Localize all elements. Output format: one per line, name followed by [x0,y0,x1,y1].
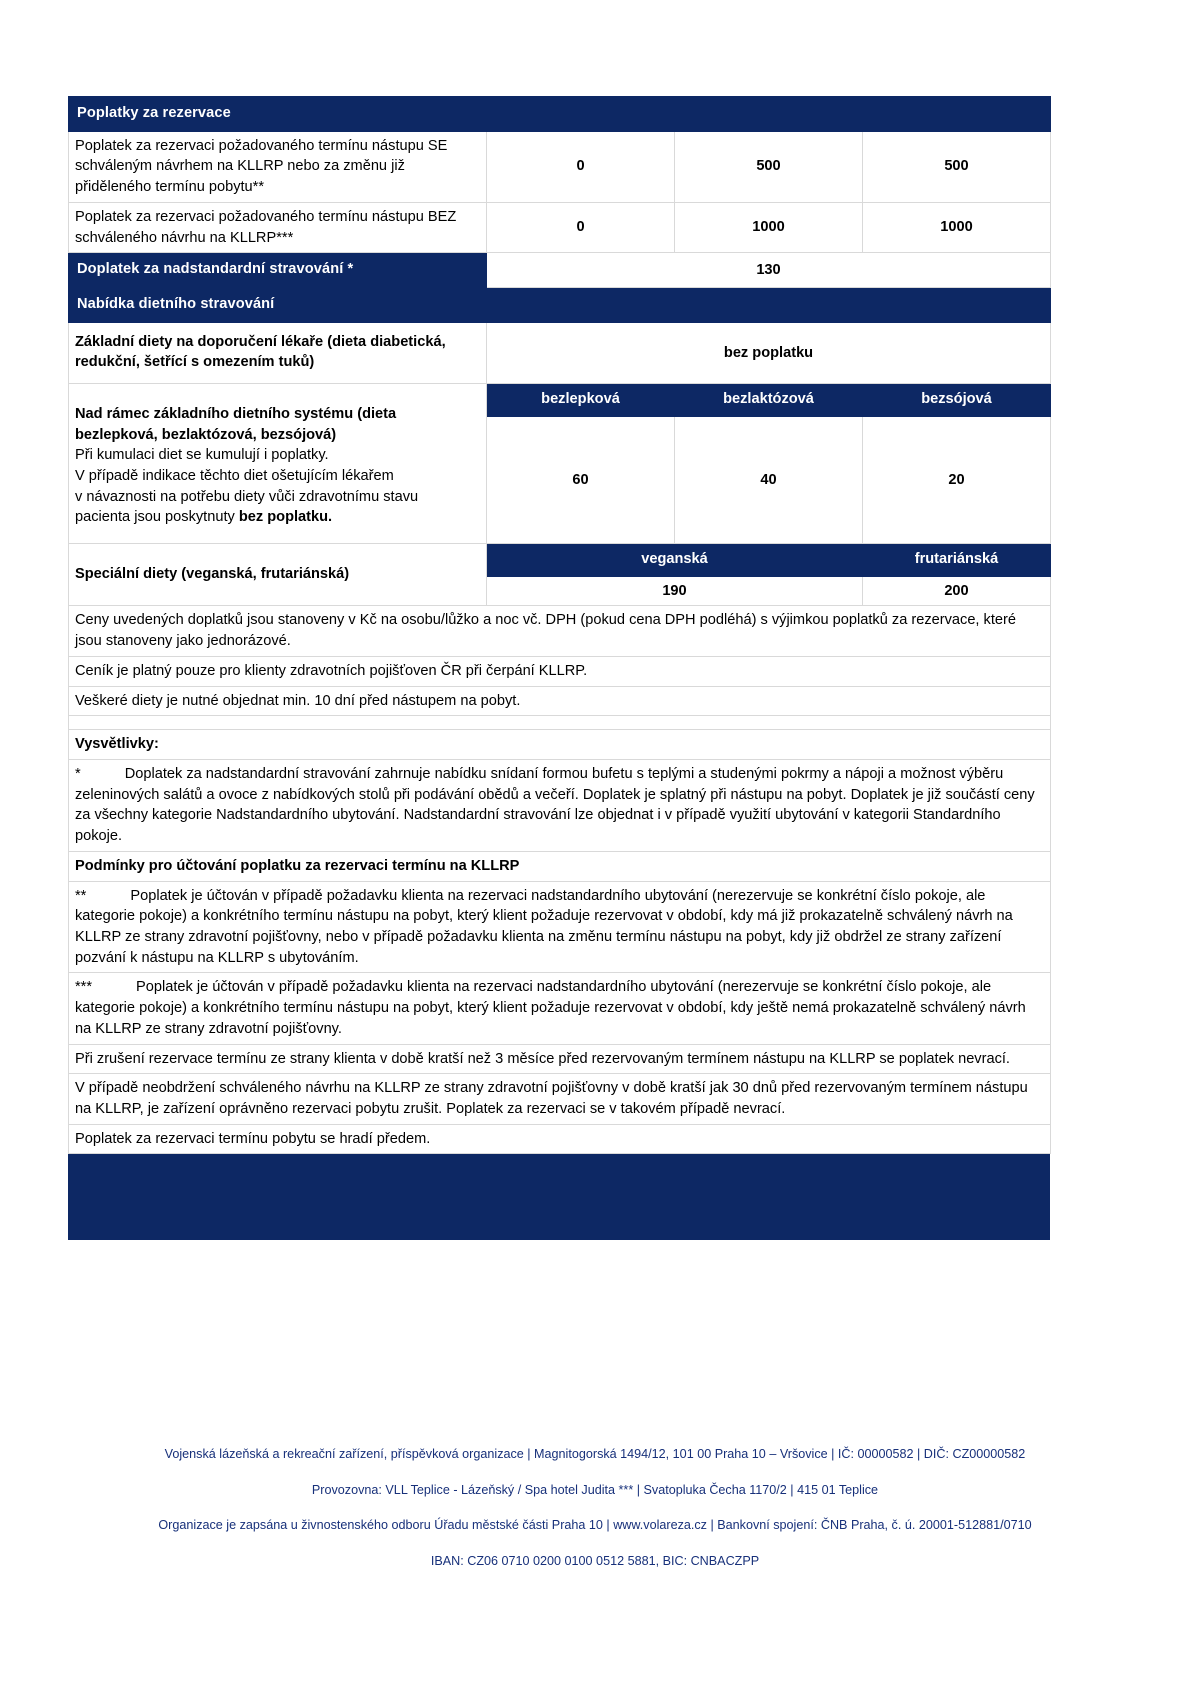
extended-diets-label-line-1: Při kumulaci diet se kumulují i poplatky. [75,447,329,464]
section-title-diet-offer: Nabídka dietního stravování [69,288,1051,323]
note-row-spacer [69,716,1051,730]
note-row-prepayment [69,1124,1051,1154]
note-row-conditions-title [69,851,1051,881]
special-diets-label: Speciální diety (veganská, frutariánská) [69,543,487,605]
footer-line-iban: IBAN: CZ06 0710 0200 0100 0512 5881, BIC: CNBACZPP [430,1553,760,1568]
note-triple-asterisk [69,973,1051,1044]
row-value: 1000 [675,202,863,252]
row-value: 500 [675,131,863,202]
table-row-surcharge [69,253,1051,288]
note-row-validity [69,656,1051,686]
triple-asterisk-text: Poplatek je účtován v případě požadavku klienta na rezervaci nadstandardního ubytování (nerezervuje se konkrétní číslo pokoje, ale kategorie pokoje) a konkrétního termínu nástupu na pobyt, který klient požaduje rezervovat v období, kdy ještě nemá prokazatelně schválený návrh na KLLRP ze strany zdravotní pojišťovny. [75,979,1026,1037]
note-cancellation: Při zrušení rezervace termínu ze strany klienta v době kratší než 3 měsíce před rezervovaným termínem nástupu na KLLRP se poplatek nevrací. [69,1044,1051,1074]
note-row-price [69,606,1051,656]
footer-line-branch: Provozovna: VLL Teplice - Lázeňský / Spa hotel Judita *** | Svatopluka Čecha 1170/2 | 415 01 Teplice [311,1482,879,1497]
note-order: Veškeré diety je nutné objednat min. 10 dní před nástupem na pobyt. [69,686,1051,716]
table-row-special-diets-header [69,543,1051,576]
triple-asterisk-marker: *** [75,979,93,996]
row-value: 500 [863,131,1051,202]
extended-diets-label-last-bold: bez poplatku. [238,509,333,526]
note-validity: Ceník je platný pouze pro klienty zdravotních pojišťoven ČR při čerpání KLLRP. [69,656,1051,686]
basic-diets-label: Základní diety na doporučení lékaře (dieta diabetická, redukční, šetřící s omezením tuků) [69,322,487,383]
note-row-triple-asterisk [69,973,1051,1044]
section-header-diet-offer [69,288,1051,323]
double-asterisk-marker: ** [75,887,87,904]
extended-diets-label-bold: Nad rámec základního dietního systému (dieta bezlepková, bezlaktózová, bezsójová) [75,405,397,443]
surcharge-label: Doplatek za nadstandardní stravování * [69,253,487,288]
basic-diets-value: bez poplatku [487,322,1051,383]
note-row-order [69,686,1051,716]
note-row-cancellation [69,1044,1051,1074]
footer-line-registration: Organizace je zapsána u živnostenského odboru Úřadu městské části Praha 10 | www.volareza.cz | Bankovní spojení: ČNB Praha, č. ú. 20001-512881/0710 [158,1518,1032,1533]
note-row-legend-title [69,730,1051,760]
asterisk-text: Doplatek za nadstandardní stravování zahrnuje nabídku snídaní formou bufetu s teplými a studenými pokrmy a nápoji a možnost výběru zeleninových salátů a ovoce z nabídkových stolů při podávání obědů a večeří. Doplatek je splatný při nástupu na pobyt. Doplatek je již součástí ceny za všechny kategorie Nadstandardního ubytování. Nadstandardní stravování lze objednat i v případě využití ubytování v kategorii Standardního pokoje. [75,765,1035,845]
table-row [69,202,1051,252]
special-diet-column-header: frutariánská [863,543,1051,576]
conditions-title: Podmínky pro účtování poplatku za rezervaci termínu na KLLRP [69,851,1051,881]
note-double-asterisk [69,881,1051,973]
legend-title: Vysvětlivky: [69,730,1051,760]
diet-value: 60 [487,416,675,543]
note-asterisk [69,759,1051,851]
extended-diets-label-line-3: v návaznosti na potřebu diety vůči zdravotnímu stavu [75,488,419,505]
asterisk-marker: * [75,765,81,782]
note-prepayment: Poplatek za rezervaci termínu pobytu se hradí předem. [69,1124,1051,1154]
footer-contact [0,1448,1190,1567]
diet-column-header: bezlaktózová [675,384,863,417]
extended-diets-label-last-prefix: pacienta jsou poskytnuty [75,509,239,526]
section-header-reservation-fees [69,97,1051,132]
special-diet-value: 190 [487,576,863,606]
footer-band [68,1154,1050,1240]
diet-value: 20 [863,416,1051,543]
note-row-asterisk [69,759,1051,851]
note-row-double-asterisk [69,881,1051,973]
extended-diets-label [69,384,487,544]
note-price: Ceny uvedených doplatků jsou stanoveny v Kč na osobu/lůžko a noc vč. DPH (pokud cena DPH podléhá) s výjimkou poplatků za rezervace, které jsou stanoveny jako jednorázové. [69,606,1051,656]
row-value: 1000 [863,202,1051,252]
diet-column-header: bezlepková [487,384,675,417]
spacer [69,716,1051,730]
diet-column-header: bezsójová [863,384,1051,417]
special-diet-column-header: veganská [487,543,863,576]
table-row-extended-diets-header [69,384,1051,417]
extended-diets-label-line-2: V případě indikace těchto diet ošetujícím lékařem [75,468,394,485]
note-no-approval: V případě neobdržení schváleného návrhu na KLLRP ze strany zdravotní pojišťovny v době kratší jak 30 dnů před rezervovaným termínem nástupu na KLLRP, je zařízení oprávněno rezervaci pobytu zrušit. Poplatek za rezervaci se v takovém případě nevrací. [69,1074,1051,1124]
table-row-basic-diets [69,322,1051,383]
note-row-no-approval [69,1074,1051,1124]
table-row [69,131,1051,202]
footer-line-organization: Vojenská lázeňská a rekreační zařízení, příspěvková organizace | Magnitogorská 1494/12, 101 00 Praha 10 – Vršovice | IČ: 00000582 | DIČ: CZ00000582 [164,1447,1026,1461]
row-value: 0 [487,202,675,252]
double-asterisk-text: Poplatek je účtován v případě požadavku klienta na rezervaci nadstandardního ubytování (nerezervuje se konkrétní číslo pokoje, ale kategorie pokoje) a konkrétního termínu nástupu na pobyt, který klient požaduje rezervovat v období, kdy má již prokazatelně schválený návrh na KLLRP ze strany zdravotní pojišťovny, nebo v případě požadavku klienta na změnu termínu nástupu na pobyt, kdy již obdržel ze strany zařízení pozvání k nástupu na KLLRP s ubytováním. [75,887,1013,966]
row-label: Poplatek za rezervaci požadovaného termínu nástupu BEZ schváleného návrhu na KLLRP*** [69,202,487,252]
document-body [68,96,1050,1240]
surcharge-value: 130 [487,253,1051,288]
row-label: Poplatek za rezervaci požadovaného termínu nástupu SE schváleným návrhem na KLLRP nebo za změnu již přiděleného termínu pobytu** [69,131,487,202]
diet-value: 40 [675,416,863,543]
row-value: 0 [487,131,675,202]
section-title-reservation-fees: Poplatky za rezervace [69,97,1051,132]
pricing-table [68,96,1051,1154]
special-diet-value: 200 [863,576,1051,606]
